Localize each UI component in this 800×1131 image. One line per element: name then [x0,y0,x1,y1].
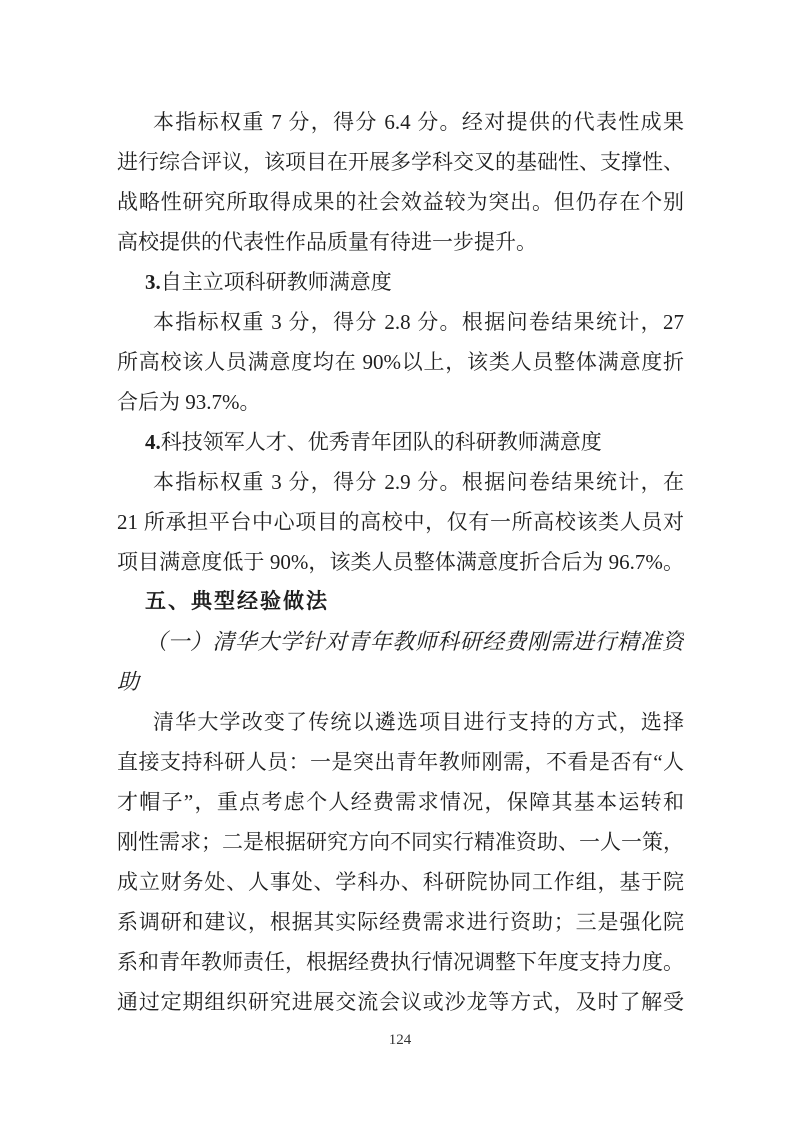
paragraph-1-line: 高校提供的代表性作品质量有待进一步提升。 [117,230,537,254]
paragraph-2-line: 所高校该人员满意度均在 90%以上，该类人员整体满意度折 [117,350,684,374]
paragraph-3-line: 本指标权重 3 分，得分 2.9 分。根据问卷结果统计，在 [153,470,684,494]
paragraph-3-line: 项目满意度低于 90%，该类人员整体满意度折合后为 96.7%。 [117,550,684,574]
paragraph-4-line: 通过定期组织研究进展交流会议或沙龙等方式，及时了解受 [117,990,684,1014]
paragraph-4-line: 才帽子”，重点考虑个人经费需求情况，保障其基本运转和 [117,790,684,814]
paragraph-2-line: 合后为 93.7%。 [117,390,261,414]
page-number: 124 [388,1032,412,1048]
paragraph-4-line: 刚性需求；二是根据研究方向不同实行精准资助、一人一策， [117,830,684,854]
paragraph-2-line: 本指标权重 3 分，得分 2.8 分。根据问卷结果统计，27 [153,310,684,334]
paragraph-4-line: 成立财务处、人事处、学科办、科研院协同工作组，基于院 [117,870,684,894]
item-4-heading [117,422,684,462]
paragraph-3-line: 21 所承担平台中心项目的高校中，仅有一所高校该类人员对 [117,510,684,534]
paragraph-4-line: 系调研和建议，根据其实际经费需求进行资助；三是强化院 [117,910,684,934]
subsection-heading-line: （一）清华大学针对青年教师科研经费刚需进行精准资 [145,629,684,654]
item-3-number: 3. [145,270,161,294]
paragraph-4-line: 直接支持科研人员：一是突出青年教师刚需，不看是否有“人 [117,750,684,774]
item-4-number: 4. [145,430,161,454]
paragraph-4-line: 清华大学改变了传统以遴选项目进行支持的方式，选择 [153,710,684,734]
page-body [117,102,684,1022]
paragraph-1-line: 进行综合评议，该项目在开展多学科交叉的基础性、支撑性、 [117,150,684,174]
paragraph-1-line: 战略性研究所取得成果的社会效益较为突出。但仍存在个别 [117,190,684,214]
item-4-title: 科技领军人才、优秀青年团队的科研教师满意度 [160,430,602,454]
item-3-title: 自主立项科研教师满意度 [160,270,392,294]
item-3-heading [117,262,684,302]
paragraph-4-line: 系和青年教师责任，根据经费执行情况调整下年度支持力度。 [117,950,684,974]
paragraph-1-line: 本指标权重 7 分，得分 6.4 分。经对提供的代表性成果 [153,110,684,134]
section-heading: 五、典型经验做法 [145,590,329,613]
subsection-heading-line: 助 [117,669,140,694]
